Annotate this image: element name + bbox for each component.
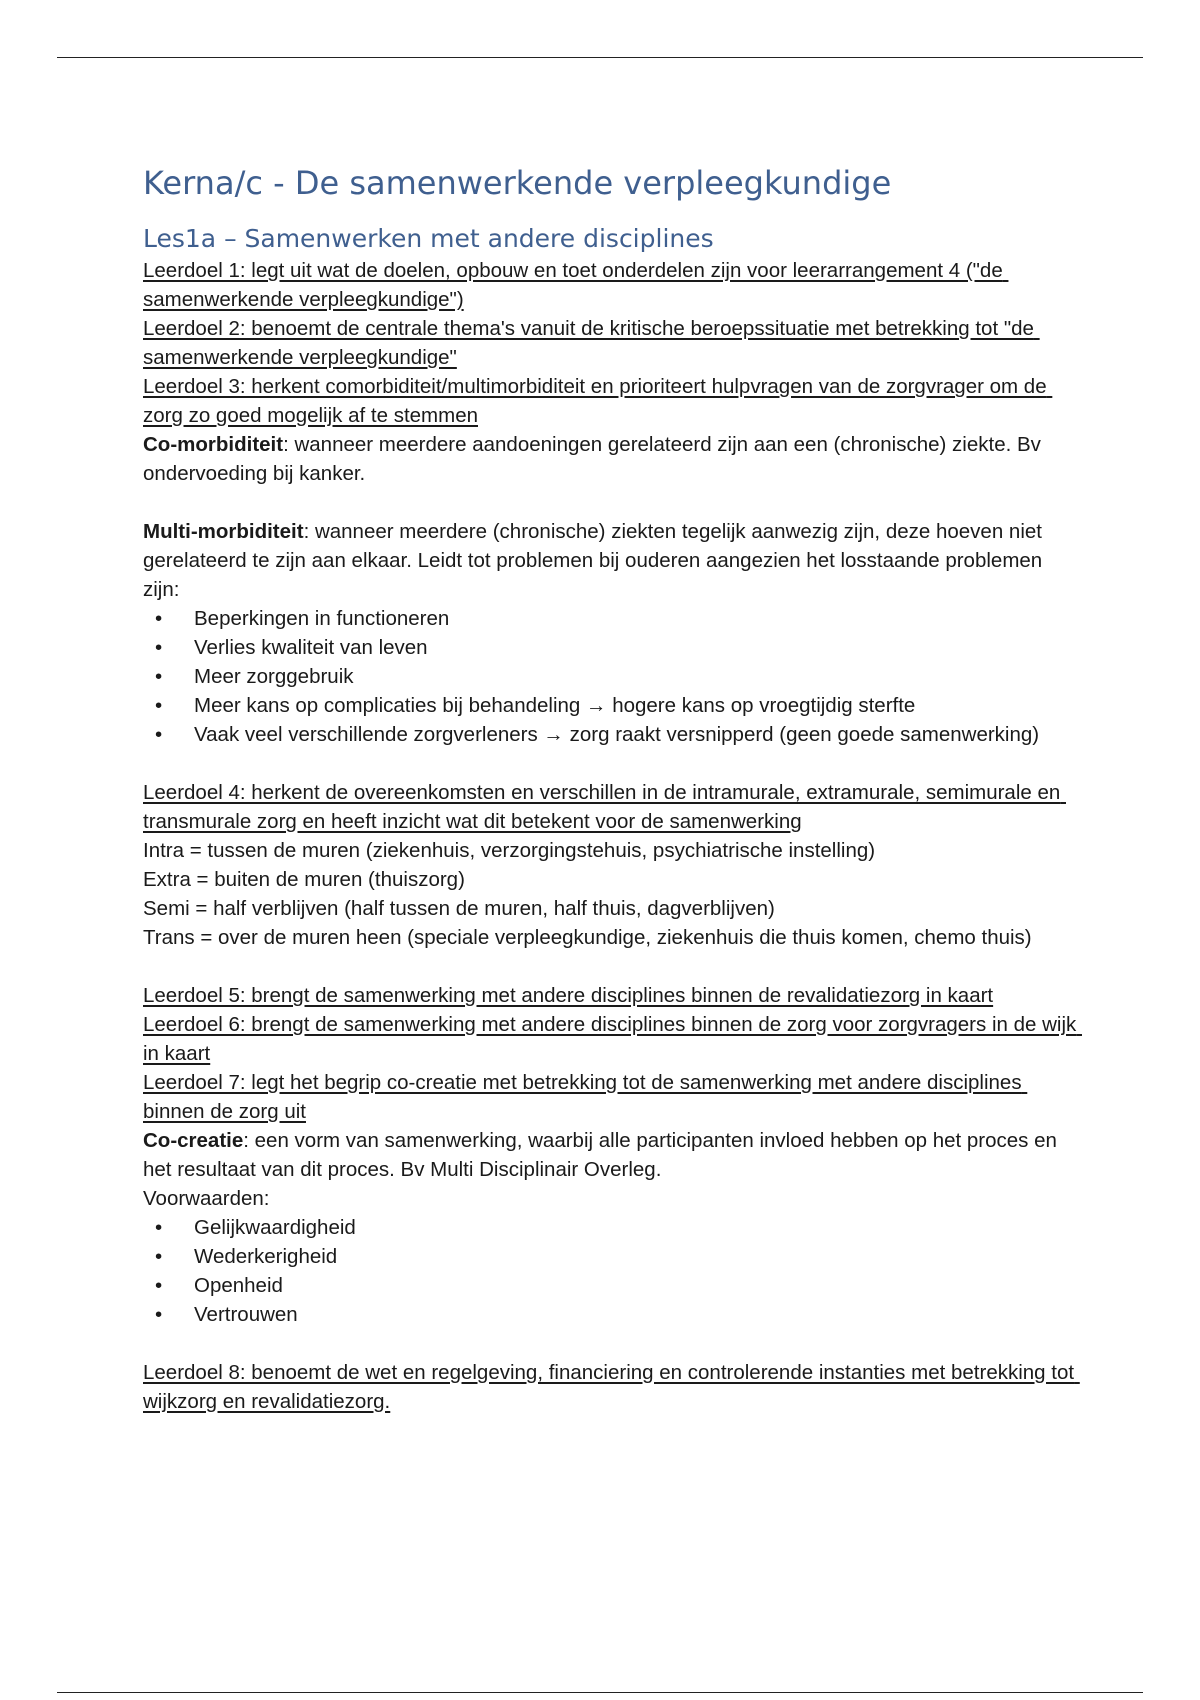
list-item: • Gelijkwaardigheid: [143, 1213, 1083, 1242]
list-item: • Openheid: [143, 1271, 1083, 1300]
multimorbiditeit-list: [143, 604, 1083, 749]
murale-semi: Semi = half verblijven (half tussen de muren, half thuis, dagverblijven): [143, 897, 775, 920]
list-item: • Meer zorggebruik: [143, 662, 1083, 691]
document-title: Kerna/c - De samenwerkende verpleegkundige: [143, 164, 892, 202]
multimorbiditeit-term: Multi-morbiditeit: [143, 520, 304, 543]
bullet-icon: •: [155, 1245, 163, 1268]
list-item: • Vaak veel verschillende zorgverleners → zorg raakt versnipperd (geen goede samenwerking): [143, 720, 1083, 749]
voorwaarden-label: Voorwaarden:: [143, 1187, 270, 1210]
list-item: • Meer kans op complicaties bij behandeling → hogere kans op vroegtijdig sterfte: [143, 691, 1083, 720]
list-item: • Vertrouwen: [143, 1300, 1083, 1329]
document-body: [143, 160, 1083, 1416]
footer-rule: [57, 1692, 1143, 1693]
cocreatie-term: Co-creatie: [143, 1129, 244, 1152]
list-item: • Wederkerigheid: [143, 1242, 1083, 1271]
leerdoel-5: Leerdoel 5: brengt de samenwerking met andere disciplines binnen de revalidatiezorg in kaart: [143, 984, 994, 1007]
murale-trans: Trans = over de muren heen (speciale verpleegkundige, ziekenhuis die thuis komen, chemo thuis): [143, 926, 1032, 949]
comorbiditeit-term: Co-morbiditeit: [143, 433, 284, 456]
leerdoel-7: Leerdoel 7: legt het begrip co-creatie met betrekking tot de samenwerking met andere disciplines binnen de zorg uit: [143, 1071, 1028, 1123]
bullet-icon: •: [155, 1216, 163, 1239]
bullet-icon: •: [155, 665, 163, 688]
comorbiditeit-definition: [143, 430, 1083, 488]
bullet-icon: •: [155, 723, 163, 746]
multimorbiditeit-text: : wanneer meerdere (chronische) ziekten tegelijk aanwezig zijn, deze hoeven niet gerelateerd te zijn aan elkaar. Leidt tot problemen bij ouderen aangezien het losstaande problemen zijn:: [143, 520, 1048, 601]
murale-extra: Extra = buiten de muren (thuiszorg): [143, 868, 465, 891]
comorbiditeit-text: : wanneer meerdere aandoeningen gerelateerd zijn aan een (chronische) ziekte. Bv ondervoeding bij kanker.: [143, 433, 1047, 485]
bullet-icon: •: [155, 636, 163, 659]
list-item: • Verlies kwaliteit van leven: [143, 633, 1083, 662]
leerdoel-2: Leerdoel 2: benoemt de centrale thema's vanuit de kritische beroepssituatie met betrekking tot "de samenwerkende verpleegkundige": [143, 317, 1040, 369]
cocreatie-definition: [143, 1126, 1083, 1184]
cocreatie-text: : een vorm van samenwerking, waarbij alle participanten invloed hebben op het proces en het resultaat van dit proces. Bv Multi Disciplinair Overleg.: [143, 1129, 1063, 1181]
bullet-icon: •: [155, 694, 163, 717]
leerdoel-8: Leerdoel 8: benoemt de wet en regelgeving, financiering en controlerende instanties met betrekking tot wijkzorg en revalidatiezorg.: [143, 1361, 1080, 1413]
voorwaarden-list: [143, 1213, 1083, 1329]
bullet-icon: •: [155, 1303, 163, 1326]
leerdoel-4: Leerdoel 4: herkent de overeenkomsten en verschillen in de intramurale, extramurale, semimurale en transmurale zorg en heeft inzicht wat dit betekent voor de samenwerking: [143, 781, 1066, 833]
leerdoel-6: Leerdoel 6: brengt de samenwerking met andere disciplines binnen de zorg voor zorgvragers in de wijk in kaart: [143, 1013, 1082, 1065]
bullet-icon: •: [155, 607, 163, 630]
leerdoel-1: Leerdoel 1: legt uit wat de doelen, opbouw en toet onderdelen zijn voor leerarrangement 4 ("de samenwerkende verpleegkundige"): [143, 259, 1009, 311]
multimorbiditeit-definition: [143, 517, 1083, 604]
section-heading: Les1a – Samenwerken met andere disciplines: [143, 224, 714, 253]
leerdoel-3: Leerdoel 3: herkent comorbiditeit/multimorbiditeit en prioriteert hulpvragen van de zorgvrager om de zorg zo goed mogelijk af te stemmen: [143, 375, 1053, 427]
list-item: • Beperkingen in functioneren: [143, 604, 1083, 633]
murale-intra: Intra = tussen de muren (ziekenhuis, verzorgingstehuis, psychiatrische instelling): [143, 839, 876, 862]
bullet-icon: •: [155, 1274, 163, 1297]
header-rule: [57, 57, 1143, 58]
